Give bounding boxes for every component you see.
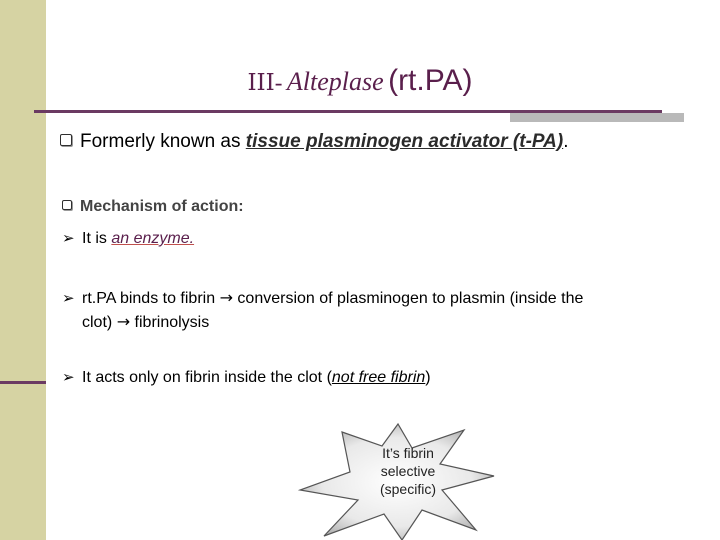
right-arrow-icon: → xyxy=(116,312,131,331)
bullet-text: Formerly known as xyxy=(80,131,241,152)
bullet-term: not free fibrin xyxy=(331,369,426,386)
title-numeral: III xyxy=(247,70,275,96)
title-drug-name: Alteplase xyxy=(286,67,384,96)
bullet-term: tissue plasminogen activator (t-PA) xyxy=(245,131,564,152)
callout-text xyxy=(360,444,456,498)
title-separator: - xyxy=(274,70,283,95)
bullet-formerly-known xyxy=(60,131,569,153)
callout-line: (specific) xyxy=(379,481,436,497)
bullet-text-2: conversion of plasminogen to plasmin (inside the xyxy=(237,290,584,307)
bullet-text-3: clot) xyxy=(82,314,113,331)
square-bullet-icon xyxy=(60,134,72,146)
slide-title xyxy=(0,64,720,98)
bullet-end: . xyxy=(563,131,569,152)
bullet-binds-fibrin xyxy=(62,286,720,334)
arrowhead-bullet-icon: ➢ xyxy=(62,289,75,307)
title-abbreviation: (rt.PA) xyxy=(388,64,473,97)
title-rule-shadow xyxy=(510,113,684,122)
arrowhead-bullet-icon: ➢ xyxy=(62,368,75,386)
bullet-mechanism-heading xyxy=(62,198,244,216)
bullet-text: It is xyxy=(82,230,107,247)
bullet-acts-only xyxy=(62,368,431,387)
square-bullet-icon xyxy=(62,200,72,210)
callout-line: selective xyxy=(380,463,436,479)
callout-line: It’s fibrin xyxy=(382,445,434,461)
arrowhead-bullet-icon: ➢ xyxy=(62,229,75,247)
bullet-text-1: rt.PA binds to fibrin xyxy=(82,290,216,307)
bullet-term: an enzyme. xyxy=(111,230,195,247)
bullet-enzyme xyxy=(62,229,194,248)
bullet-text: Mechanism of action: xyxy=(80,198,244,215)
bullet-text: It acts only on fibrin inside the clot ( xyxy=(82,369,332,386)
bullet-text-4: fibrinolysis xyxy=(134,314,210,331)
right-arrow-icon: → xyxy=(219,288,233,307)
side-accent-line xyxy=(0,381,46,384)
bullet-end: ) xyxy=(425,369,431,386)
